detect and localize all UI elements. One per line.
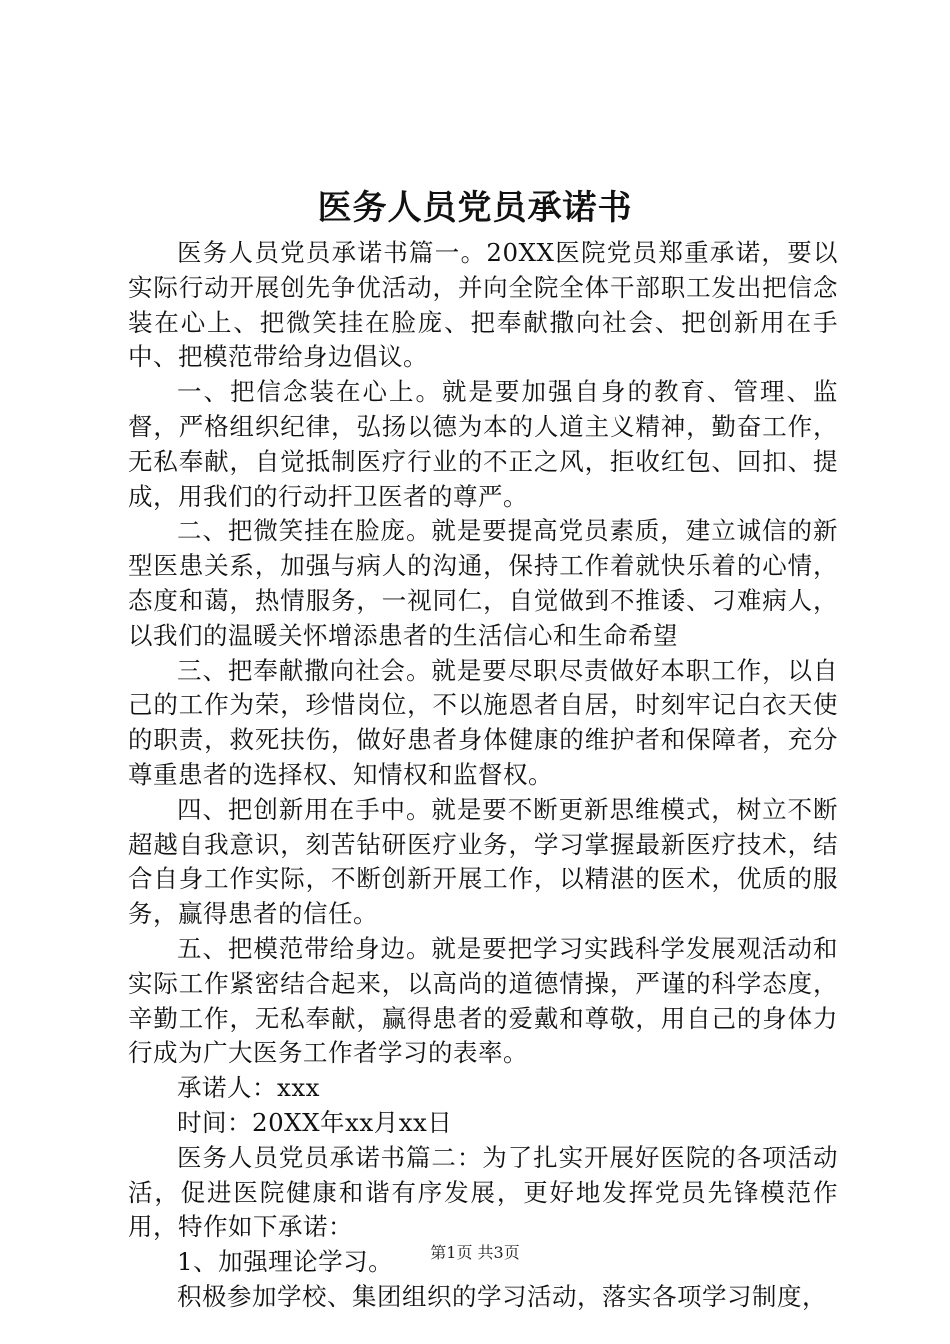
document-title: 医务人员党员承诺书	[317, 188, 633, 228]
paragraph-point-5: 五、把模范带给身边。就是要把学习实践科学发展观活动和实际工作紧密结合起来，以高尚的道德情操，严谨的科学态度，辛勤工作，无私奉献，赢得患者的爱戴和尊敬，用自己的身体力行成为广大医务工作者学习的表率。	[128, 933, 838, 1068]
page-footer: 第1页 共3页	[430, 1243, 520, 1262]
paragraph-item-1-body: 积极参加学校、集团组织的学习活动，落实各项学习制度，	[177, 1281, 827, 1311]
paragraph-part-two-intro: 医务人员党员承诺书篇二：为了扎实开展好医院的各项活动活，促进医院健康和谐有序发展，更好地发挥党员先锋模范作用，特作如下承诺：	[128, 1142, 838, 1242]
paragraph-point-2: 二、把微笑挂在脸庞。就是要提高党员素质，建立诚信的新型医患关系，加强与病人的沟通，保持工作着就快乐着的心情，态度和蔼，热情服务，一视同仁，自觉做到不推诿、刁难病人，以我们的温暖关怀增添患者的生活信心和生命希望	[128, 516, 838, 650]
paragraph-item-1-heading: 1、加强理论学习。	[177, 1247, 394, 1277]
signer-line: 承诺人：xxx	[177, 1073, 320, 1103]
paragraph-intro: 医务人员党员承诺书篇一。20XX医院党员郑重承诺，要以实际行动开展创先争优活动，并向全院全体干部职工发出把信念装在心上、把微笑挂在脸庞、把奉献撒向社会、把创新用在手中、把模范带给身边倡议。	[128, 238, 838, 372]
paragraph-point-4: 四、把创新用在手中。就是要不断更新思维模式，树立不断超越自我意识，刻苦钻研医疗业务，学习掌握最新医疗技术，结合自身工作实际，不断创新开展工作，以精湛的医术，优质的服务，赢得患者的信任。	[128, 794, 838, 929]
date-line: 时间：20XX年xx月xx日	[177, 1107, 453, 1137]
paragraph-point-1: 一、把信念装在心上。就是要加强自身的教育、管理、监督，严格组织纪律，弘扬以德为本的人道主义精神，勤奋工作，无私奉献，自觉抵制医疗行业的不正之风，拒收红包、回扣、提成，用我们的行动扞卫医者的尊严。	[128, 377, 838, 511]
paragraph-point-3: 三、把奉献撒向社会。就是要尽职尽责做好本职工作，以自己的工作为荣，珍惜岗位，不以施恩者自居，时刻牢记白衣天使的职责，救死扶伤，做好患者身体健康的维护者和保障者，充分尊重患者的选择权、知情权和监督权。	[128, 655, 838, 789]
document-body	[128, 236, 838, 1315]
